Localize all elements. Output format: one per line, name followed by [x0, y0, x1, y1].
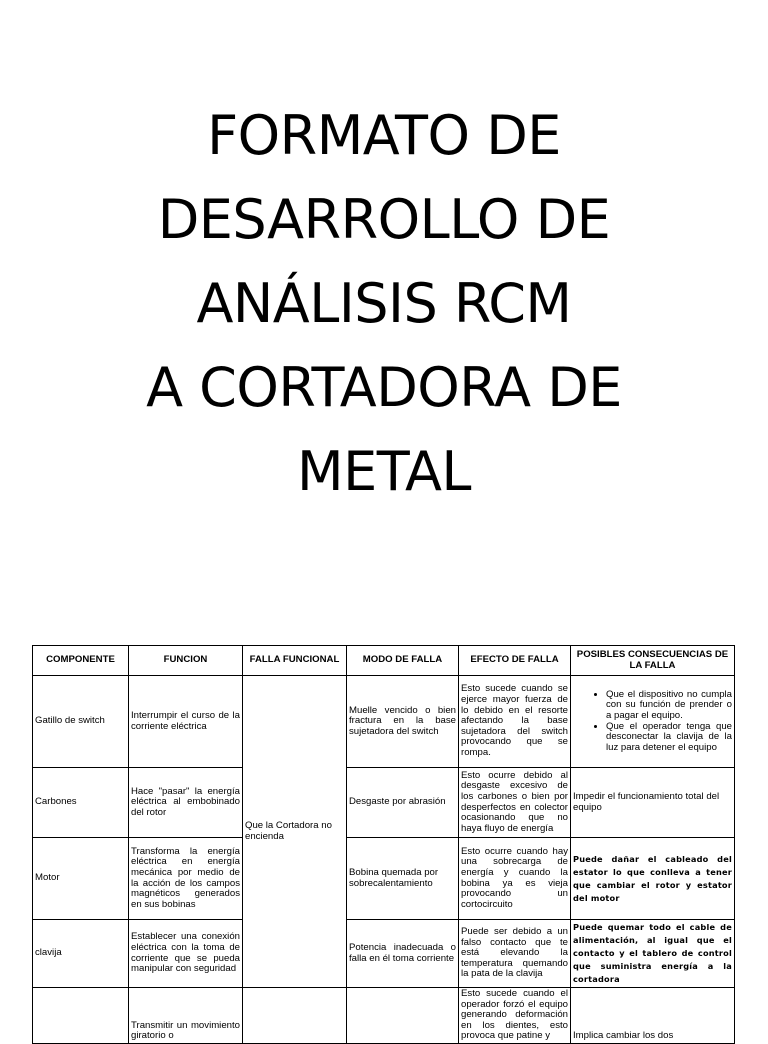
cell-consecuencias: Implica cambiar los dos: [571, 988, 735, 1044]
title-line-3: ANÁLISIS RCM: [196, 272, 572, 335]
header-componente: COMPONENTE: [33, 646, 129, 676]
cell-funcion: Hace "pasar" la energía eléctrica al embobinado del rotor: [129, 768, 243, 838]
table-row: [33, 768, 735, 838]
cell-modo: Muelle vencido o bien fractura en la base sujetadora del switch: [347, 676, 459, 768]
rcm-analysis-table: [32, 645, 735, 1044]
header-modo-de-falla: MODO DE FALLA: [347, 646, 459, 676]
cell-efecto: Esto ocurre cuando hay una sobrecarga de energía y cuando la bobina ya es vieja provocando un cortocircuito: [459, 838, 571, 920]
cell-modo: Bobina quemada por sobrecalentamiento: [347, 838, 459, 920]
cell-funcion: Transmitir un movimiento giratorio o: [129, 988, 243, 1044]
cell-falla-funcional-empty: [243, 988, 347, 1044]
header-consecuencias: POSIBLES CONSECUENCIAS DE LA FALLA: [571, 646, 735, 676]
title-line-4: A CORTADORA DE: [146, 356, 622, 419]
cell-efecto: Esto sucede cuando el operador forzó el equipo generando deformación en los dientes, esto provoca que patine y: [459, 988, 571, 1044]
cell-funcion: Transforma la energía eléctrica en energía mecánica por medio de la acción de los campos magnéticos generados en sus bobinas: [129, 838, 243, 920]
cell-modo: Desgaste por abrasión: [347, 768, 459, 838]
cell-consecuencias: [571, 676, 735, 768]
cell-componente: [33, 988, 129, 1044]
cell-falla-funcional: Que la Cortadora no encienda: [243, 676, 347, 988]
list-item: • Que el operador tenga que desconectar la clavija de la luz para detener el equipo: [606, 722, 732, 754]
title-line-1: FORMATO DE: [207, 104, 561, 167]
cell-funcion: Establecer una conexión eléctrica con la toma de corriente que se pueda manipular con seguridad: [129, 920, 243, 988]
cell-componente: Carbones: [33, 768, 129, 838]
cell-efecto: Esto sucede cuando se ejerce mayor fuerza de lo debido en el resorte afectando la base sujetadora del switch provocando que se rompa.: [459, 676, 571, 768]
list-item: • Que el dispositivo no cumpla con su función de prender o a pagar el equipo.: [606, 690, 732, 722]
cell-componente: Gatillo de switch: [33, 676, 129, 768]
table-row: [33, 988, 735, 1044]
header-efecto-de-falla: EFECTO DE FALLA: [459, 646, 571, 676]
cell-funcion: Interrumpir el curso de la corriente eléctrica: [129, 676, 243, 768]
cell-consecuencias: Puede dañar el cableado del estator lo que conlleva a tener que cambiar el rotor y estator del motor: [571, 838, 735, 920]
document-title: [0, 94, 768, 514]
cell-modo: [347, 988, 459, 1044]
cell-modo: Potencia inadecuada o falla en él toma corriente: [347, 920, 459, 988]
table-header-row: [33, 646, 735, 676]
cell-componente: clavija: [33, 920, 129, 988]
title-line-5: METAL: [296, 440, 472, 503]
cell-efecto: Puede ser debido a un falso contacto que te está elevando la temperatura quemando la pata de la clavija: [459, 920, 571, 988]
cell-efecto: Esto ocurre debido al desgaste excesivo de los carbones o bien por desperfectos en colector ocasionando que no haya fluyo de energía: [459, 768, 571, 838]
header-falla-funcional: FALLA FUNCIONAL: [243, 646, 347, 676]
consecuencias-list: [573, 690, 732, 754]
table-row: [33, 838, 735, 920]
table-row: [33, 920, 735, 988]
title-line-2: DESARROLLO DE: [157, 188, 611, 251]
cell-componente: Motor: [33, 838, 129, 920]
cell-consecuencias: Puede quemar todo el cable de alimentación, al igual que el contacto y el tablero de control que suministra energía a la cortadora: [571, 920, 735, 988]
header-funcion: FUNCION: [129, 646, 243, 676]
table-row: [33, 676, 735, 768]
cell-consecuencias: Impedir el funcionamiento total del equipo: [571, 768, 735, 838]
